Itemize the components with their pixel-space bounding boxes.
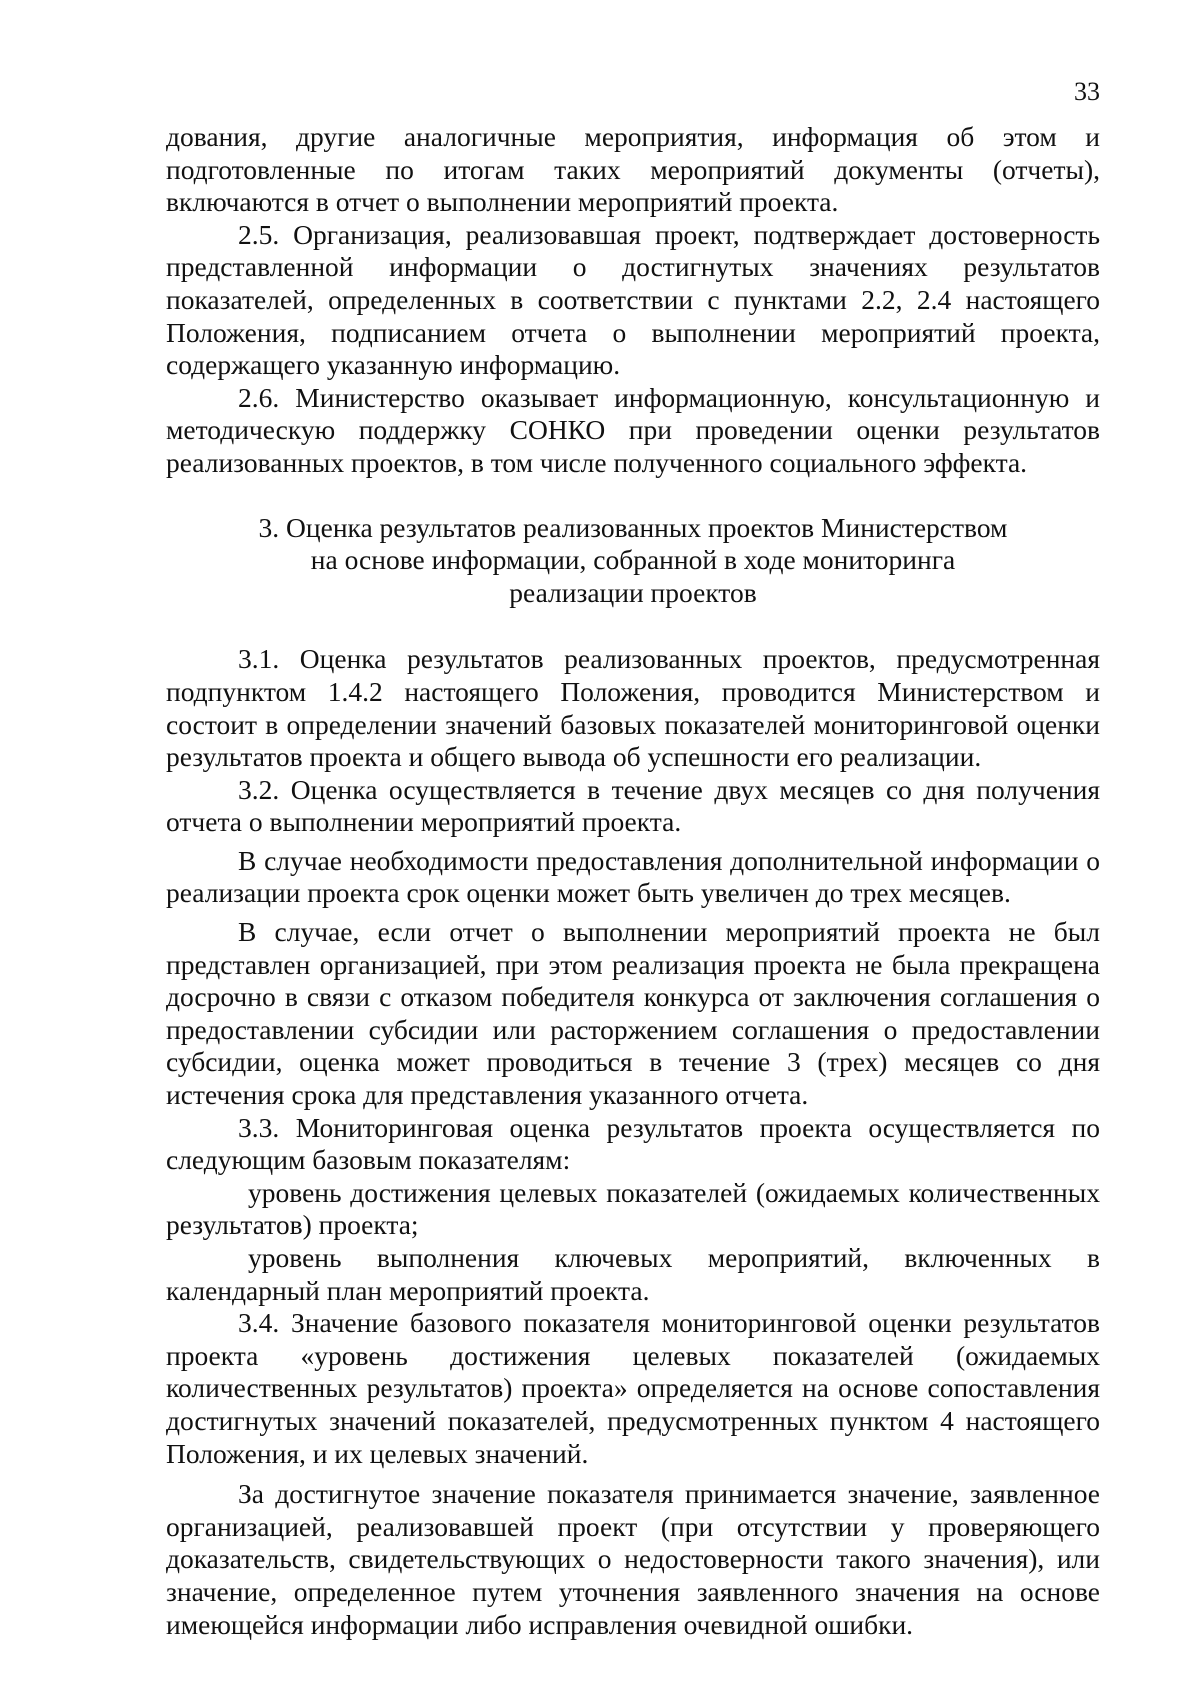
paragraph-3-3: 3.3. Мониторинговая оценка результатов проекта осуществляется по следующим базовым показателям: — [166, 1111, 1100, 1176]
list-item-target-indicators: уровень достижения целевых показателей (ожидаемых количественных результатов) проекта; — [166, 1176, 1100, 1241]
section-heading-line-1: 3. Оценка результатов реализованных проектов Министерством — [258, 511, 1008, 543]
paragraph-additional-info: В случае необходимости предоставления дополнительной информации о реализации проекта срок оценки может быть увеличен до трех месяцев. — [166, 844, 1100, 909]
paragraph-3-1: 3.1. Оценка результатов реализованных проектов, предусмотренная подпунктом 1.4.2 настоящего Положения, проводится Министерством и состоит в определении значений базовых показателей мониторинговой оценки результатов проекта и общего вывода об успешности его реализации. — [166, 643, 1100, 773]
paragraph-continuation: дования, другие аналогичные мероприятия, информация об этом и подготовленные по итогам таких мероприятий документы (отчеты), включаются в отчет о выполнении мероприятий проекта. — [166, 121, 1100, 218]
paragraph-3-2: 3.2. Оценка осуществляется в течение двух месяцев со дня получения отчета о выполнении мероприятий проекта. — [166, 773, 1100, 838]
section-heading-line-2: на основе информации, собранной в ходе мониторинга — [310, 544, 956, 576]
document-body — [166, 121, 1100, 1641]
paragraph-2-6: 2.6. Министерство оказывает информационную, консультационную и методическую поддержку СОНКО при проведении оценки результатов реализованных проектов, в том числе полученного социального эффекта. — [166, 381, 1100, 478]
paragraph-achieved-value: За достигнутое значение показателя принимается значение, заявленное организацией, реализовавшей проект (при отсутствии у проверяющего доказательств, свидетельствующих о недостоверности такого значения), или значение, определенное путем уточнения заявленного значения на основе имеющейся информации либо исправления очевидной ошибки. — [166, 1478, 1100, 1640]
paragraph-3-4: 3.4. Значение базового показателя мониторинговой оценки результатов проекта «уровень достижения целевых показателей (ожидаемых количественных результатов) проекта» определяется на основе сопоставления достигнутых значений показателей, предусмотренных пунктом 4 настоящего Положения, и их целевых значений. — [166, 1307, 1100, 1469]
page-number: 33 — [1074, 77, 1100, 106]
paragraph-2-5: 2.5. Организация, реализовавшая проект, подтверждает достоверность представленной информации о достигнутых значениях результатов показателей, определенных в соответствии с пунктами 2.2, 2.4 настоящего Положения, подписанием отчета о выполнении мероприятий проекта, содержащего указанную информацию. — [166, 218, 1100, 381]
paragraph-report-not-submitted: В случае, если отчет о выполнении мероприятий проекта не был представлен организацией, при этом реализация проекта не была прекращена досрочно в связи с отказом победителя конкурса от заключения соглашения о предоставлении субсидии или расторжением соглашения о предоставлении субсидии, оценка может проводиться в течение 3 (трех) месяцев со дня истечения срока для представления указанного отчета. — [166, 916, 1100, 1111]
list-item-key-activities: уровень выполнения ключевых мероприятий, включенных в календарный план мероприятий проекта. — [166, 1242, 1100, 1306]
section-heading-line-3: реализации проектов — [509, 576, 757, 608]
section-heading — [166, 512, 1100, 610]
